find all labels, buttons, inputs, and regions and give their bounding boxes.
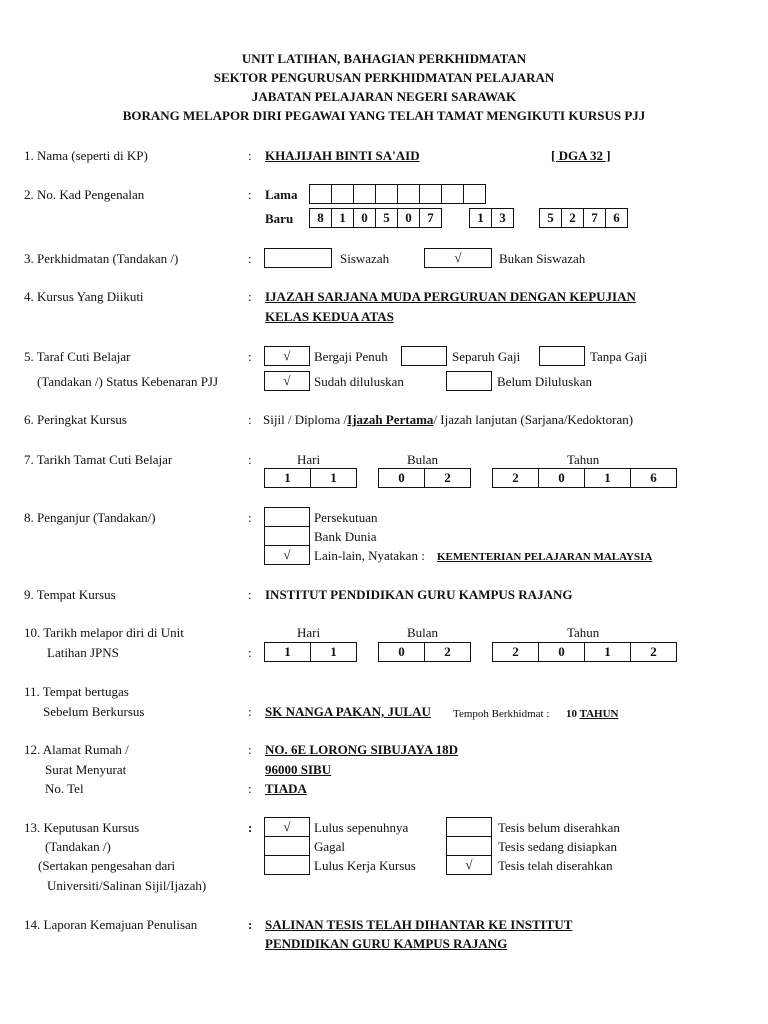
q14-colon: : bbox=[248, 917, 253, 932]
q4-course-value-2: KELAS KEDUA ATAS bbox=[265, 309, 394, 324]
sudah-diluluskan-checkbox[interactable]: √ bbox=[264, 371, 310, 391]
q6-colon: : bbox=[248, 412, 252, 427]
q10-day-cells[interactable] bbox=[264, 642, 357, 662]
q6-label: 6. Peringkat Kursus bbox=[24, 412, 127, 427]
q13-colon: : bbox=[248, 820, 253, 835]
header-line-2: SEKTOR PENGURUSAN PERKHIDMATAN PELAJARAN bbox=[213, 70, 555, 85]
q13-sublabel-1: (Tandakan /) bbox=[45, 839, 111, 854]
tesis-sedang-checkbox[interactable] bbox=[446, 836, 492, 856]
date-digit: 2 bbox=[630, 642, 677, 662]
q14-progress-value-1: SALINAN TESIS TELAH DIHANTAR KE INSTITUT bbox=[265, 917, 573, 932]
q12-colon-2: : bbox=[248, 781, 252, 796]
tempoh-label: Tempoh Berkhidmat : bbox=[453, 708, 550, 720]
ic-digit: 0 bbox=[397, 208, 420, 228]
date-digit: 2 bbox=[492, 642, 539, 662]
bank-dunia-checkbox[interactable] bbox=[264, 526, 310, 546]
tesis-telah-checkbox[interactable]: √ bbox=[446, 855, 492, 875]
ic-digit: 1 bbox=[331, 208, 354, 228]
lulus-sepenuhnya-checkbox[interactable]: √ bbox=[264, 817, 310, 837]
gagal-checkbox[interactable] bbox=[264, 836, 310, 856]
q4-label: 4. Kursus Yang Diikuti bbox=[24, 289, 144, 304]
q11-label: 11. Tempat bertugas bbox=[24, 684, 129, 699]
date-digit: 2 bbox=[492, 468, 539, 488]
q7-label: 7. Tarikh Tamat Cuti Belajar bbox=[24, 452, 173, 467]
belum-diluluskan-checkbox[interactable] bbox=[446, 371, 492, 391]
date-digit: 0 bbox=[538, 468, 585, 488]
q8-label: 8. Penganjur (Tandakan/) bbox=[24, 510, 156, 525]
q13-label: 13. Keputusan Kursus bbox=[24, 820, 140, 835]
tanpa-gaji-label: Tanpa Gaji bbox=[590, 349, 648, 364]
ic-digit: 8 bbox=[309, 208, 332, 228]
date-digit: 6 bbox=[630, 468, 677, 488]
date-digit: 1 bbox=[584, 468, 631, 488]
tempoh-years bbox=[566, 706, 618, 722]
q1-label: 1. Nama (seperti di KP) bbox=[24, 148, 148, 163]
ic-baru-group-2[interactable] bbox=[469, 208, 514, 228]
date-digit: 0 bbox=[378, 642, 425, 662]
ic-lama-cell[interactable] bbox=[441, 184, 464, 204]
lulus-kerja-kursus-label: Lulus Kerja Kursus bbox=[314, 858, 416, 873]
q10-month-label: Bulan bbox=[407, 625, 439, 640]
q8-colon: : bbox=[248, 510, 252, 525]
q14-label: 14. Laporan Kemajuan Penulisan bbox=[24, 917, 198, 932]
q11-sublabel: Sebelum Berkursus bbox=[43, 704, 145, 719]
q13-sublabel-3: Universiti/Salinan Sijil/Ijazah) bbox=[47, 878, 207, 893]
q10-label: 10. Tarikh melapor diri di Unit bbox=[24, 625, 184, 640]
q12-colon-1: : bbox=[248, 742, 252, 757]
q7-day-label: Hari bbox=[297, 452, 321, 467]
ic-digit: 0 bbox=[353, 208, 376, 228]
bergaji-penuh-label: Bergaji Penuh bbox=[314, 349, 388, 364]
lulus-kerja-kursus-checkbox[interactable] bbox=[264, 855, 310, 875]
tesis-belum-label: Tesis belum diserahkan bbox=[498, 820, 620, 835]
tempoh-unit: TAHUN bbox=[579, 708, 619, 720]
ic-lama-cell[interactable] bbox=[353, 184, 376, 204]
header-line-1: UNIT LATIHAN, BAHAGIAN PERKHIDMATAN bbox=[241, 51, 527, 66]
q9-place-value: INSTITUT PENDIDIKAN GURU KAMPUS RAJANG bbox=[265, 587, 573, 602]
q13-sublabel-2: (Sertakan pengesahan dari bbox=[38, 858, 176, 873]
form-title: BORANG MELAPOR DIRI PEGAWAI YANG TELAH TAMAT MENGIKUTI KURSUS PJJ bbox=[122, 108, 646, 123]
bukan-siswazah-label: Bukan Siswazah bbox=[499, 251, 586, 266]
q3-label: 3. Perkhidmatan (Tandakan /) bbox=[24, 251, 179, 266]
siswazah-label: Siswazah bbox=[340, 251, 390, 266]
ic-digit: 7 bbox=[583, 208, 606, 228]
ic-lama-cell[interactable] bbox=[463, 184, 486, 204]
ic-lama-cell[interactable] bbox=[419, 184, 442, 204]
siswazah-checkbox[interactable] bbox=[264, 248, 332, 268]
q10-colon: : bbox=[248, 645, 252, 660]
q1-name-value: KHAJIJAH BINTI SA'AID bbox=[265, 148, 420, 163]
q2-lama-label: Lama bbox=[265, 187, 298, 202]
q12-label: 12. Alamat Rumah / bbox=[24, 742, 129, 757]
date-digit: 1 bbox=[264, 468, 311, 488]
q7-colon: : bbox=[248, 452, 252, 467]
ic-digit: 3 bbox=[491, 208, 514, 228]
q2-baru-label: Baru bbox=[265, 211, 294, 226]
gagal-label: Gagal bbox=[314, 839, 346, 854]
q7-month-label: Bulan bbox=[407, 452, 439, 467]
ic-digit: 6 bbox=[605, 208, 628, 228]
q6-text-before: Sijil / Diploma / bbox=[263, 412, 348, 427]
q7-year-label: Tahun bbox=[567, 452, 600, 467]
bukan-siswazah-checkbox[interactable]: √ bbox=[424, 248, 492, 268]
tempoh-number: 10 bbox=[566, 708, 577, 720]
ic-lama-cell[interactable] bbox=[397, 184, 420, 204]
separuh-gaji-checkbox[interactable] bbox=[401, 346, 447, 366]
tesis-sedang-label: Tesis sedang disiapkan bbox=[498, 839, 617, 854]
q9-label: 9. Tempat Kursus bbox=[24, 587, 116, 602]
ic-lama-cell[interactable] bbox=[331, 184, 354, 204]
tesis-telah-label: Tesis telah diserahkan bbox=[498, 858, 613, 873]
address-line-1: NO. 6E LORONG SIBUJAYA 18D bbox=[265, 742, 459, 757]
q10-sublabel: Latihan JPNS bbox=[47, 645, 119, 660]
address-line-2: 96000 SIBU bbox=[265, 762, 332, 777]
ic-digit: 5 bbox=[375, 208, 398, 228]
lulus-sepenuhnya-label: Lulus sepenuhnya bbox=[314, 820, 409, 835]
date-digit: 0 bbox=[538, 642, 585, 662]
ic-digit: 1 bbox=[469, 208, 492, 228]
q10-day-label: Hari bbox=[297, 625, 321, 640]
penganjur-value: KEMENTERIAN PELAJARAN MALAYSIA bbox=[437, 551, 653, 563]
ic-lama-cells[interactable] bbox=[309, 184, 486, 204]
q7-year-cells[interactable] bbox=[492, 468, 677, 488]
persekutuan-checkbox[interactable] bbox=[264, 507, 310, 527]
q3-colon: : bbox=[248, 251, 252, 266]
q14-progress-value-2: PENDIDIKAN GURU KAMPUS RAJANG bbox=[265, 936, 508, 951]
q11-place-value: SK NANGA PAKAN, JULAU bbox=[265, 704, 431, 719]
q9-colon: : bbox=[248, 587, 252, 602]
separuh-gaji-label: Separuh Gaji bbox=[452, 349, 521, 364]
date-digit: 2 bbox=[424, 468, 471, 488]
q6-text-after: / Ijazah lanjutan (Sarjana/Kedoktoran) bbox=[433, 412, 634, 427]
ic-lama-cell[interactable] bbox=[375, 184, 398, 204]
q6-options bbox=[263, 412, 633, 428]
q5-label: 5. Taraf Cuti Belajar bbox=[24, 349, 131, 364]
bergaji-penuh-checkbox[interactable]: √ bbox=[264, 346, 310, 366]
q5-colon: : bbox=[248, 349, 252, 364]
q5-sublabel: (Tandakan /) Status Kebenaran PJJ bbox=[37, 374, 219, 389]
q7-month-cells[interactable] bbox=[378, 468, 471, 488]
header-line-3: JABATAN PELAJARAN NEGERI SARAWAK bbox=[251, 89, 517, 104]
sudah-diluluskan-label: Sudah diluluskan bbox=[314, 374, 404, 389]
ic-baru-group-1[interactable] bbox=[309, 208, 442, 228]
persekutuan-label: Persekutuan bbox=[314, 510, 378, 525]
q4-course-value-1: IJAZAH SARJANA MUDA PERGURUAN DENGAN KEPUJIAN bbox=[265, 289, 636, 304]
q7-day-cells[interactable] bbox=[264, 468, 357, 488]
q1-colon: : bbox=[248, 148, 252, 163]
date-digit: 1 bbox=[584, 642, 631, 662]
q11-colon: : bbox=[248, 704, 252, 719]
belum-diluluskan-label: Belum Diluluskan bbox=[497, 374, 592, 389]
q10-year-cells[interactable] bbox=[492, 642, 677, 662]
ic-digit: 5 bbox=[539, 208, 562, 228]
bank-dunia-label: Bank Dunia bbox=[314, 529, 377, 544]
date-digit: 1 bbox=[264, 642, 311, 662]
date-digit: 1 bbox=[310, 642, 357, 662]
ic-baru-group-3[interactable] bbox=[539, 208, 628, 228]
q10-month-cells[interactable] bbox=[378, 642, 471, 662]
q12-sublabel-2: No. Tel bbox=[45, 781, 84, 796]
q12-sublabel-1: Surat Menyurat bbox=[45, 762, 127, 777]
tanpa-gaji-checkbox[interactable] bbox=[539, 346, 585, 366]
tesis-belum-checkbox[interactable] bbox=[446, 817, 492, 837]
date-digit: 2 bbox=[424, 642, 471, 662]
ic-digit: 7 bbox=[419, 208, 442, 228]
q2-label: 2. No. Kad Pengenalan bbox=[24, 187, 145, 202]
q6-selected-level: Ijazah Pertama bbox=[347, 412, 434, 427]
tel-value: TIADA bbox=[265, 781, 307, 796]
ic-digit: 2 bbox=[561, 208, 584, 228]
q2-colon: : bbox=[248, 187, 252, 202]
q10-year-label: Tahun bbox=[567, 625, 600, 640]
q1-grade-value: [ DGA 32 ] bbox=[551, 148, 611, 163]
date-digit: 1 bbox=[310, 468, 357, 488]
q4-colon: : bbox=[248, 289, 252, 304]
ic-lama-cell[interactable] bbox=[309, 184, 332, 204]
lain-lain-label: Lain-lain, Nyatakan : bbox=[314, 548, 425, 563]
lain-lain-checkbox[interactable]: √ bbox=[264, 545, 310, 565]
date-digit: 0 bbox=[378, 468, 425, 488]
